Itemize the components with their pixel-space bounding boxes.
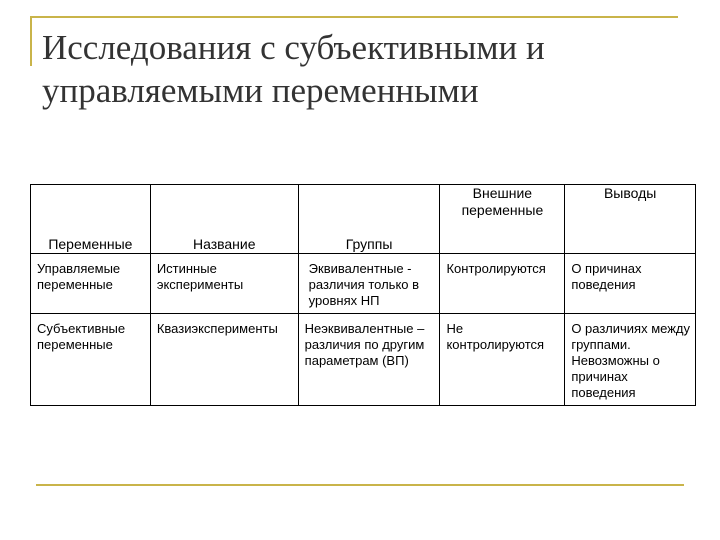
cell-name: Истинные эксперименты: [150, 254, 298, 314]
table-header-row: [31, 185, 696, 254]
header-variables: Переменные: [31, 185, 151, 254]
slide-frame-top-rule: [30, 16, 678, 18]
slide-frame-bottom-rule: [36, 484, 684, 486]
cell-external-variables: Контролируются: [440, 254, 565, 314]
slide-frame-left-rule: [30, 16, 32, 66]
cell-conclusions: О причинах поведения: [565, 254, 696, 314]
header-name: Название: [150, 185, 298, 254]
cell-name: Квазиэксперименты: [150, 314, 298, 406]
cell-external-variables: Не контролируются: [440, 314, 565, 406]
slide-title-line-1: Исследования с субъективными и: [42, 28, 545, 67]
header-conclusions: Выводы: [565, 185, 696, 254]
header-external-variables: Внешние переменные: [440, 185, 565, 254]
slide-title: [42, 26, 682, 112]
table-row: [31, 254, 696, 314]
cell-variables: Субъективные переменные: [31, 314, 151, 406]
header-groups: Группы: [298, 185, 440, 254]
cell-groups: Неэквивалентные – различия по другим параметрам (ВП): [298, 314, 440, 406]
comparison-table: [30, 184, 696, 406]
cell-variables: Управляемые переменные: [31, 254, 151, 314]
cell-groups: Эквивалентные - различия только в уровнях НП: [298, 254, 440, 314]
slide-title-line-2: управляемыми переменными: [42, 71, 479, 110]
cell-conclusions: О различиях между группами. Невозможны о причинах поведения: [565, 314, 696, 406]
table-row: [31, 314, 696, 406]
